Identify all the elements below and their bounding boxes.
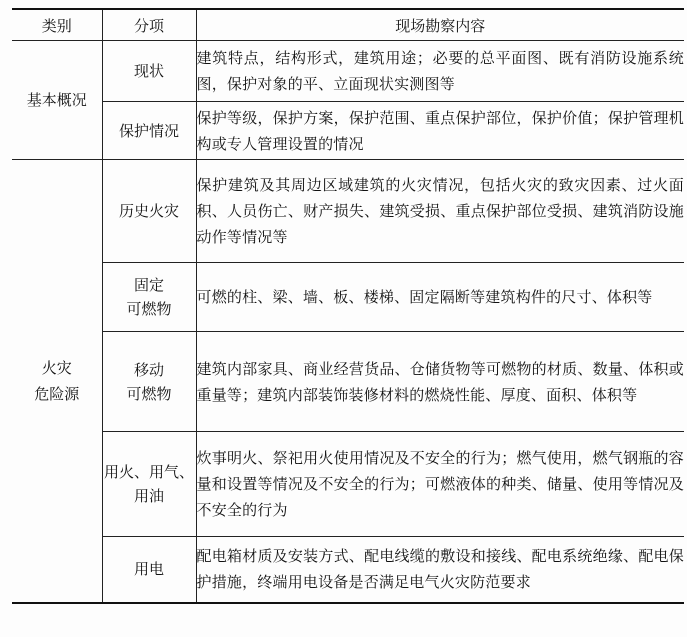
- table-row: [12, 332, 684, 432]
- content-current-status: 建筑特点，结构形式，建筑用途；必要的总平面图、既有消防设施系统图，保护对象的平、立面现状实测图等: [196, 41, 684, 102]
- table-row: [12, 537, 684, 603]
- item-protection-status: 保护情况: [102, 102, 196, 160]
- item-current-status: 现状: [102, 41, 196, 102]
- content-electricity-use: 配电箱材质及安装方式、配电线缆的敷设和接线、配电系统绝缘、配电保护措施，终端用电设备是否满足电气火灾防范要求: [196, 537, 684, 603]
- table-row: [12, 432, 684, 537]
- item-fire-gas-oil-use: 用火、用气、 用油: [102, 432, 196, 537]
- header-category: 类别: [12, 9, 102, 41]
- content-protection-status: 保护等级，保护方案，保护范围、重点保护部位，保护价值；保护管理机构或专人管理设置的情况: [196, 102, 684, 160]
- header-content: 现场勘察内容: [196, 9, 684, 41]
- table-row: [12, 160, 684, 263]
- table-row: [12, 102, 684, 160]
- item-historical-fires: 历史火灾: [102, 160, 196, 263]
- header-item: 分项: [102, 9, 196, 41]
- category-basic-overview: 基本概况: [12, 41, 102, 160]
- table-row: [12, 263, 684, 332]
- content-movable-combustibles: 建筑内部家具、商业经营货品、仓储货物等可燃物的材质、数量、体积或重量等；建筑内部装饰装修材料的燃烧性能、厚度、面积、体积等: [196, 332, 684, 432]
- item-electricity-use: 用电: [102, 537, 196, 603]
- content-historical-fires: 保护建筑及其周边区域建筑的火灾情况，包括火灾的致灾因素、过火面积、人员伤亡、财产损失、建筑受损、重点保护部位受损、建筑消防设施动作等情况等: [196, 160, 684, 263]
- category-fire-hazard-sources: 火灾 危险源: [12, 160, 102, 603]
- item-fixed-combustibles: 固定 可燃物: [102, 263, 196, 332]
- content-fixed-combustibles: 可燃的柱、梁、墙、板、楼梯、固定隔断等建筑构件的尺寸、体积等: [196, 263, 684, 332]
- content-fire-gas-oil-use: 炊事明火、祭祀用火使用情况及不安全的行为；燃气使用，燃气钢瓶的容量和设置等情况及不安全的行为；可燃液体的种类、储量、使用等情况及不安全的行为: [196, 432, 684, 537]
- site-survey-table: [12, 8, 684, 604]
- table-header-row: [12, 9, 684, 41]
- table-row: [12, 41, 684, 102]
- item-movable-combustibles: 移动 可燃物: [102, 332, 196, 432]
